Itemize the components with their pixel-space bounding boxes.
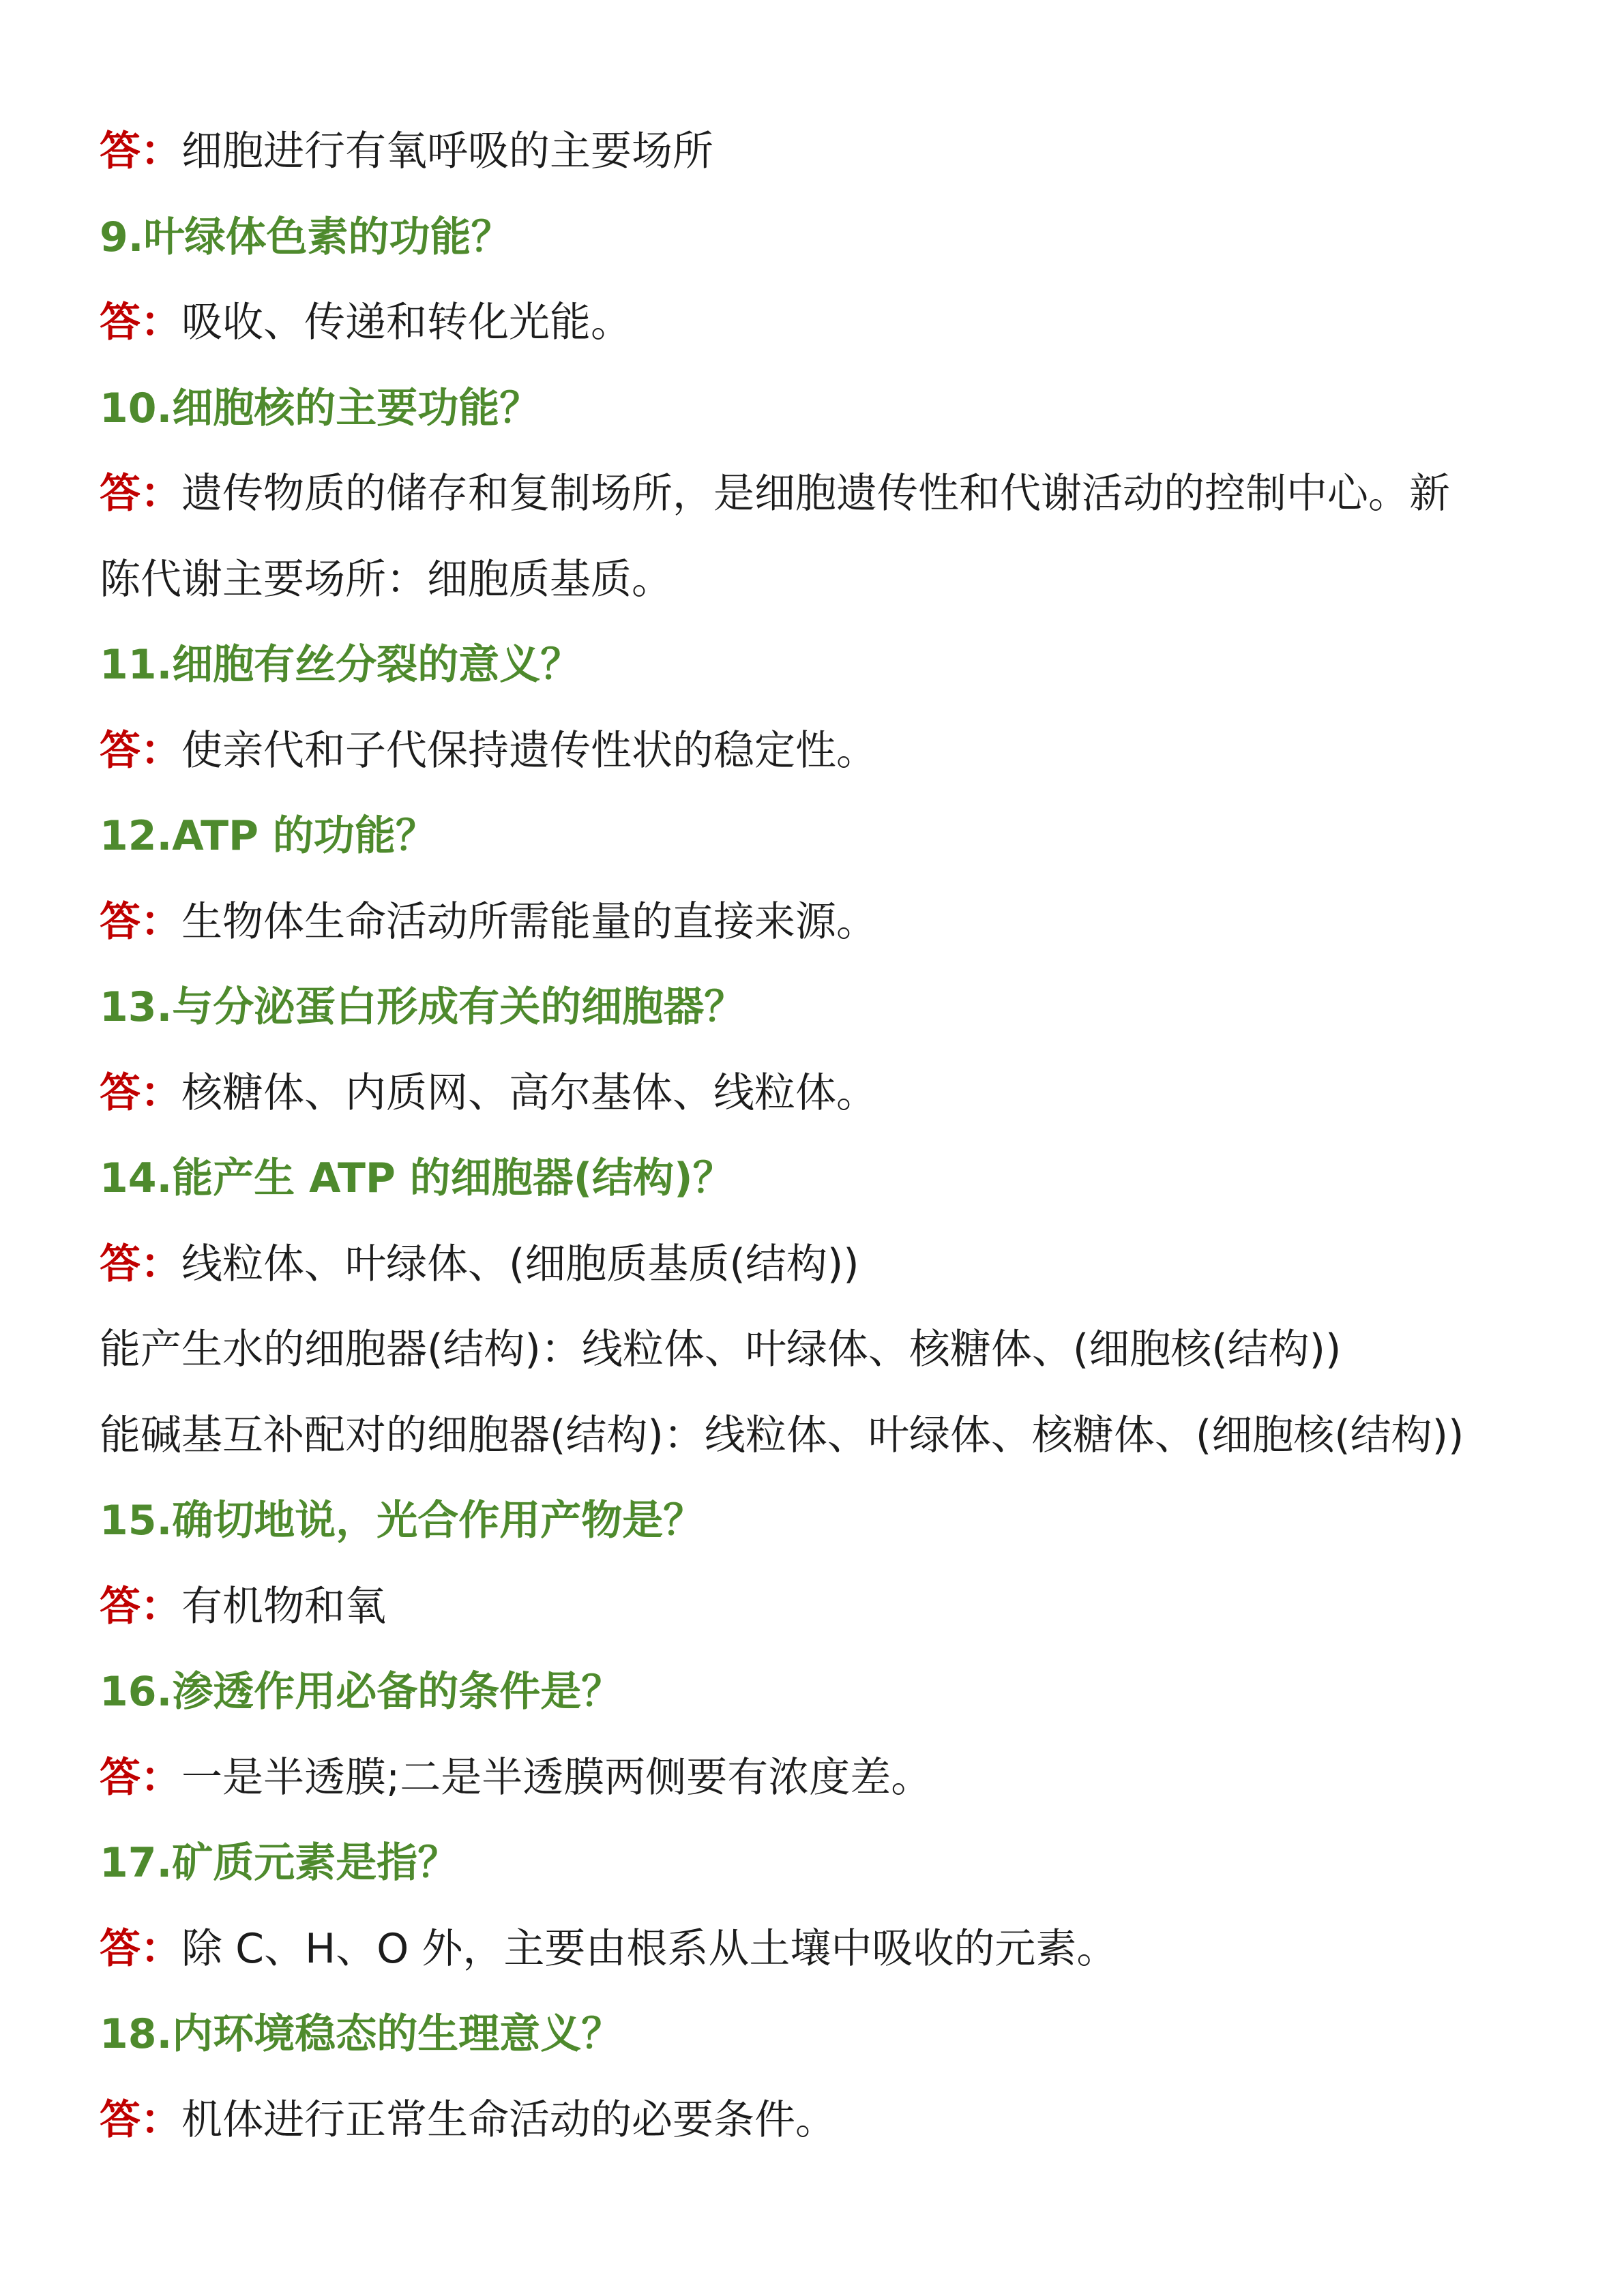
answer-text: 遗传物质的储存和复制场所，是细胞遗传性和代谢活动的控制中心。新 <box>181 470 1450 518</box>
answer-line <box>100 709 1532 794</box>
answer-line <box>100 109 1532 195</box>
answer-label: 答： <box>100 470 181 518</box>
answer-label: 答： <box>100 2096 181 2144</box>
answer-line <box>100 1051 1532 1137</box>
body-text-line <box>100 1307 1532 1393</box>
body-text-line <box>100 537 1532 623</box>
question-heading <box>100 1478 1532 1564</box>
answer-line <box>100 1564 1532 1650</box>
question-heading <box>100 965 1532 1051</box>
question-text: 16.渗透作用必备的条件是？ <box>100 1668 623 1716</box>
answer-label: 答： <box>100 1240 181 1288</box>
body-text: 陈代谢主要场所：细胞质基质。 <box>100 555 673 603</box>
answer-text: 核糖体、内质网、高尔基体、线粒体。 <box>181 1069 877 1117</box>
answer-text: 使亲代和子代保持遗传性状的稳定性。 <box>181 726 877 775</box>
answer-text: 细胞进行有氧呼吸的主要场所 <box>181 128 713 175</box>
question-text: 14.能产生 ATP 的细胞器(结构)？ <box>100 1154 734 1202</box>
question-heading <box>100 195 1532 281</box>
answer-label: 答： <box>100 1753 181 1802</box>
answer-label: 答： <box>100 299 181 346</box>
answer-label: 答： <box>100 1582 181 1630</box>
document-page <box>100 109 1532 2163</box>
answer-label: 答： <box>100 897 181 946</box>
answer-text: 生物体生命活动所需能量的直接来源。 <box>181 897 877 946</box>
answer-text: 机体进行正常生命活动的必要条件。 <box>181 2096 836 2144</box>
question-heading <box>100 1821 1532 1907</box>
question-heading <box>100 366 1532 452</box>
answer-line <box>100 280 1532 366</box>
answer-line <box>100 880 1532 966</box>
answer-line <box>100 2078 1532 2164</box>
question-text: 17.矿质元素是指？ <box>100 1839 459 1887</box>
answer-line <box>100 1907 1532 1993</box>
question-heading <box>100 1650 1532 1735</box>
body-text: 能碱基互补配对的细胞器(结构)：线粒体、叶绿体、核糖体、(细胞核(结构)) <box>100 1411 1464 1459</box>
answer-line <box>100 1735 1532 1821</box>
question-heading <box>100 1992 1532 2078</box>
answer-label: 答： <box>100 726 181 775</box>
answer-line <box>100 1222 1532 1308</box>
answer-label: 答： <box>100 1924 181 1973</box>
question-text: 18.内环境稳态的生理意义？ <box>100 2010 623 2058</box>
question-heading <box>100 794 1532 880</box>
question-text: 12.ATP 的功能？ <box>100 812 437 860</box>
answer-text: 一是半透膜;二是半透膜两侧要有浓度差。 <box>181 1753 932 1802</box>
body-text-line <box>100 1393 1532 1479</box>
answer-label: 答： <box>100 128 181 175</box>
question-heading <box>100 623 1532 709</box>
question-text: 13.与分泌蛋白形成有关的细胞器？ <box>100 983 745 1031</box>
question-text: 9.叶绿体色素的功能？ <box>100 213 512 261</box>
question-text: 10.细胞核的主要功能？ <box>100 384 541 432</box>
answer-line <box>100 451 1532 537</box>
question-heading <box>100 1136 1532 1222</box>
answer-text: 吸收、传递和转化光能。 <box>181 299 632 346</box>
question-text: 15.确切地说，光合作用产物是？ <box>100 1497 705 1545</box>
answer-label: 答： <box>100 1069 181 1117</box>
body-text: 能产生水的细胞器(结构)：线粒体、叶绿体、核糖体、(细胞核(结构)) <box>100 1326 1342 1373</box>
answer-text: 线粒体、叶绿体、(细胞质基质(结构)) <box>181 1240 859 1288</box>
question-text: 11.细胞有丝分裂的意义？ <box>100 641 582 689</box>
answer-text: 有机物和氧 <box>181 1582 386 1630</box>
answer-text: 除 C、H、O 外，主要由根系从土壤中吸收的元素。 <box>181 1924 1118 1973</box>
